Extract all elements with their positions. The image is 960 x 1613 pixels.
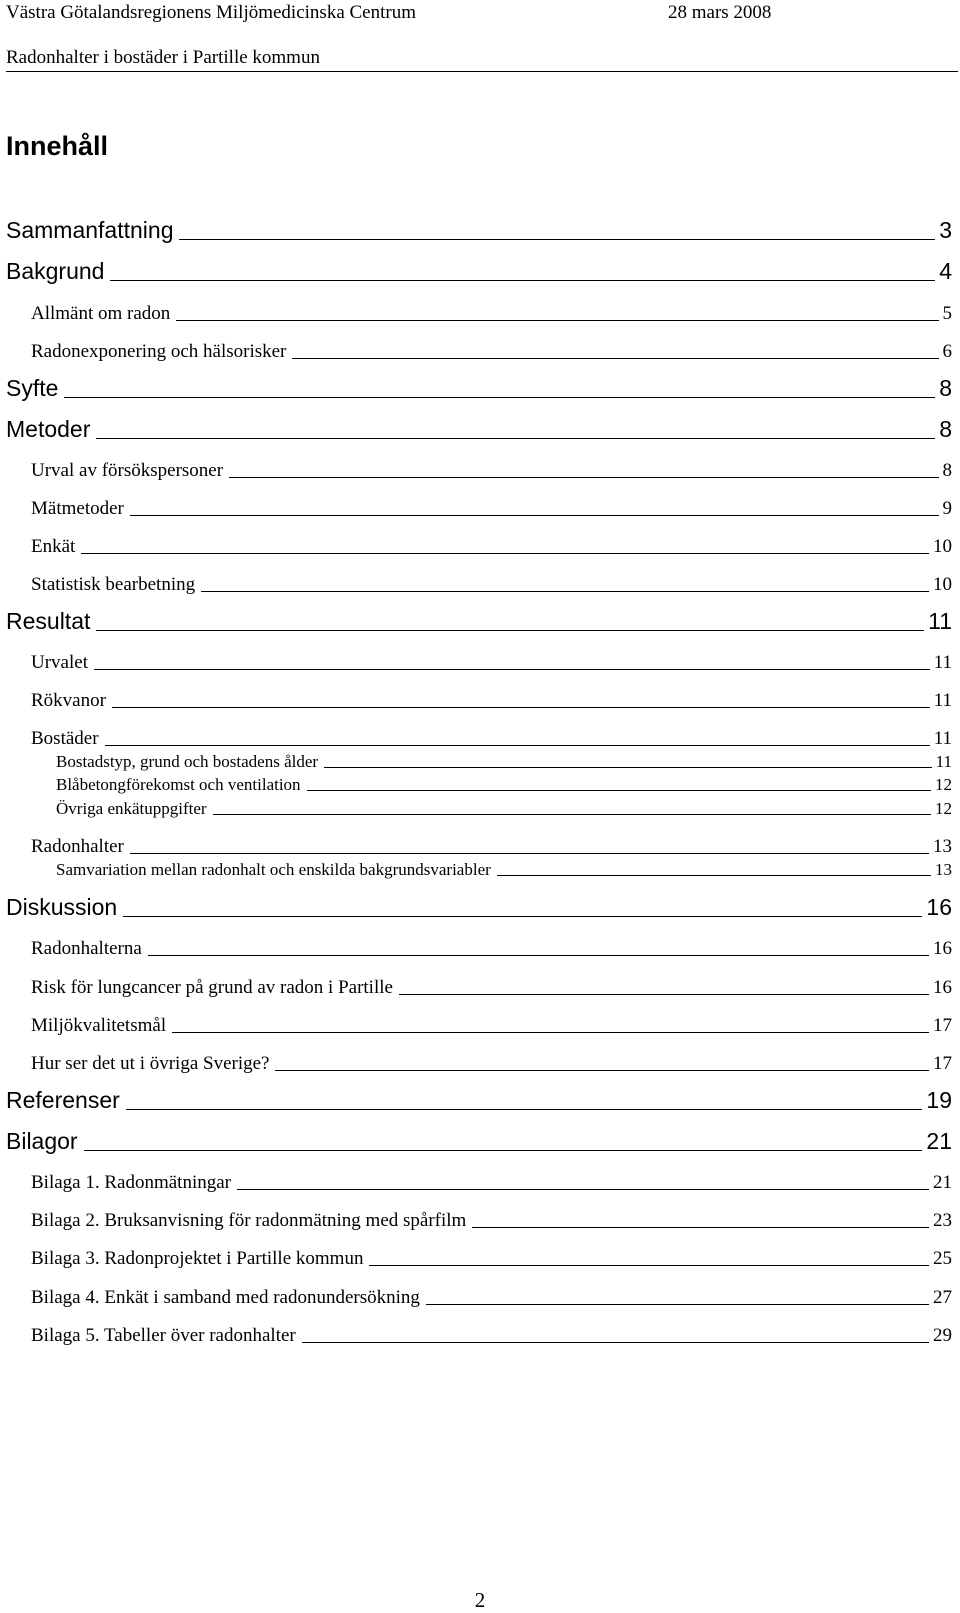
toc-entry-title: Urval av försökspersoner: [31, 460, 224, 481]
toc-entry-page: 8: [942, 460, 952, 481]
toc-leader-line: [497, 875, 931, 876]
toc-entry-title: Rökvanor: [31, 690, 106, 711]
toc-entry-level-3[interactable]: [56, 856, 952, 878]
toc-leader-line: [96, 438, 935, 439]
toc-entry-page: 17: [933, 1015, 952, 1036]
toc-entry-level-2[interactable]: [31, 454, 952, 480]
toc-entry-page: 11: [935, 752, 952, 771]
toc-leader-line: [307, 790, 931, 791]
toc-entry-page: 9: [942, 498, 952, 519]
toc-leader-line: [96, 630, 924, 631]
toc-entry-page: 17: [933, 1053, 952, 1074]
toc-entry-page: 5: [942, 303, 952, 324]
toc-entry-page: 13: [935, 860, 952, 879]
toc-entry-level-2[interactable]: [31, 1166, 952, 1192]
toc-entry-title: Radonexponering och hälsorisker: [31, 341, 287, 362]
toc-entry-page: 10: [933, 574, 952, 595]
toc-entry-level-2[interactable]: [31, 1242, 952, 1268]
toc-entry-level-2[interactable]: [31, 932, 952, 958]
toc-leader-line: [292, 358, 938, 359]
toc-entry-title: Bilaga 5. Tabeller över radonhalter: [31, 1325, 296, 1346]
toc-leader-line: [110, 280, 935, 281]
toc-leader-line: [229, 477, 938, 478]
toc-entry-page: 4: [939, 258, 952, 284]
toc-entry-title: Sammanfattning: [6, 217, 174, 243]
toc-entry-title: Bakgrund: [6, 258, 105, 284]
toc-entry-level-2[interactable]: [31, 722, 952, 748]
toc-leader-line: [426, 1304, 929, 1305]
toc-entry-level-1[interactable]: [6, 216, 952, 242]
toc-entry-title: Metoder: [6, 416, 91, 442]
header-date: 28 mars 2008: [668, 2, 772, 23]
toc-leader-line: [112, 707, 930, 708]
toc-leader-line: [324, 767, 932, 768]
header-report-title: Radonhalter i bostäder i Partille kommun: [6, 47, 958, 72]
header-organization: Västra Götalandsregionens Miljömedicinska Centrum: [6, 2, 416, 23]
toc-entry-page: 8: [939, 375, 952, 401]
toc-entry-level-2[interactable]: [31, 1047, 952, 1073]
toc-entry-title: Statistisk bearbetning: [31, 574, 196, 595]
toc-leader-line: [126, 1109, 923, 1110]
toc-entry-page: 16: [933, 977, 952, 998]
toc-entry-page: 25: [933, 1248, 952, 1269]
toc-entry-title: Urvalet: [31, 652, 88, 673]
toc-entry-page: 8: [939, 416, 952, 442]
toc-entry-level-2[interactable]: [31, 684, 952, 710]
toc-entry-page: 6: [942, 341, 952, 362]
toc-entry-page: 11: [933, 690, 952, 711]
toc-entry-title: Resultat: [6, 608, 91, 634]
toc-leader-line: [81, 553, 929, 554]
toc-entry-title: Bilagor: [6, 1128, 78, 1154]
toc-entry-page: 3: [939, 217, 952, 243]
toc-entry-title: Samvariation mellan radonhalt och enskilda bakgrundsvariabler: [56, 860, 491, 879]
toc-entry-level-3[interactable]: [56, 795, 952, 817]
toc-entry-level-2[interactable]: [31, 530, 952, 556]
toc-entry-level-3[interactable]: [56, 771, 952, 793]
toc-entry-level-1[interactable]: [6, 374, 952, 400]
toc-leader-line: [302, 1342, 929, 1343]
toc-entry-level-2[interactable]: [31, 971, 952, 997]
toc-leader-line: [84, 1150, 923, 1151]
toc-entry-level-2[interactable]: [31, 335, 952, 361]
toc-leader-line: [399, 994, 929, 995]
toc-entry-title: Övriga enkätuppgifter: [56, 799, 207, 818]
toc-entry-level-1[interactable]: [6, 415, 952, 441]
toc-entry-title: Enkät: [31, 536, 76, 557]
toc-title: Innehåll: [6, 131, 109, 161]
toc-entry-title: Syfte: [6, 375, 59, 401]
toc-entry-page: 12: [935, 775, 952, 794]
toc-entry-page: 11: [928, 608, 952, 634]
toc-leader-line: [123, 916, 922, 917]
toc-entry-page: 27: [933, 1287, 952, 1308]
toc-entry-level-2[interactable]: [31, 1204, 952, 1230]
page-number: 2: [474, 1588, 486, 1612]
toc-entry-level-3[interactable]: [56, 748, 952, 770]
toc-leader-line: [275, 1070, 929, 1071]
toc-entry-level-1[interactable]: [6, 893, 952, 919]
toc-entry-page: 10: [933, 536, 952, 557]
toc-entry-title: Bilaga 4. Enkät i samband med radonundersökning: [31, 1287, 420, 1308]
toc-entry-title: Bostäder: [31, 728, 99, 749]
toc-entry-level-2[interactable]: [31, 1319, 952, 1345]
toc-entry-title: Miljökvalitetsmål: [31, 1015, 167, 1036]
toc-leader-line: [176, 320, 938, 321]
toc-leader-line: [472, 1227, 929, 1228]
toc-leader-line: [105, 745, 930, 746]
toc-leader-line: [148, 955, 929, 956]
toc-entry-level-2[interactable]: [31, 297, 952, 323]
toc-entry-level-2[interactable]: [31, 1281, 952, 1307]
toc-entry-title: Mätmetoder: [31, 498, 124, 519]
toc-entry-page: 12: [935, 799, 952, 818]
toc-entry-page: 11: [933, 652, 952, 673]
toc-entry-title: Blåbetongförekomst och ventilation: [56, 775, 301, 794]
toc-leader-line: [130, 853, 929, 854]
toc-entry-title: Allmänt om radon: [31, 303, 171, 324]
toc-leader-line: [130, 515, 939, 516]
toc-entry-page: 13: [933, 836, 952, 857]
toc-entry-page: 19: [926, 1087, 952, 1113]
toc-entry-title: Bilaga 3. Radonprojektet i Partille kommun: [31, 1248, 364, 1269]
toc-entry-level-2[interactable]: [31, 646, 952, 672]
toc-entry-title: Bostadstyp, grund och bostadens ålder: [56, 752, 319, 771]
toc-entry-page: 29: [933, 1325, 952, 1346]
toc-entry-title: Hur ser det ut i övriga Sverige?: [31, 1053, 270, 1074]
toc-entry-page: 11: [933, 728, 952, 749]
toc-leader-line: [369, 1265, 929, 1266]
toc-entry-level-1[interactable]: [6, 1086, 952, 1112]
toc-entry-level-2[interactable]: [31, 830, 952, 856]
toc-leader-line: [94, 669, 930, 670]
toc-entry-title: Referenser: [6, 1087, 120, 1113]
toc-entry-level-1[interactable]: [6, 1127, 952, 1153]
header-top-line: [6, 2, 958, 26]
toc-entry-level-2[interactable]: [31, 568, 952, 594]
toc-entry-page: 21: [926, 1128, 952, 1154]
toc-entry-page: 23: [933, 1210, 952, 1231]
toc-entry-title: Diskussion: [6, 894, 118, 920]
toc-entry-page: 16: [933, 938, 952, 959]
toc-entry-title: Radonhalter: [31, 836, 124, 857]
toc-entry-level-1[interactable]: [6, 607, 952, 633]
toc-entry-level-2[interactable]: [31, 492, 952, 518]
toc-entry-title: Risk för lungcancer på grund av radon i Partille: [31, 977, 393, 998]
toc-entry-level-1[interactable]: [6, 257, 952, 283]
toc-entry-title: Radonhalterna: [31, 938, 142, 959]
toc-leader-line: [237, 1189, 929, 1190]
toc-entry-page: 16: [926, 894, 952, 920]
toc-entry-page: 21: [933, 1172, 952, 1193]
toc-leader-line: [179, 239, 935, 240]
toc-leader-line: [64, 397, 935, 398]
toc-leader-line: [201, 591, 929, 592]
toc-entry-level-2[interactable]: [31, 1009, 952, 1035]
toc-leader-line: [213, 814, 931, 815]
toc-entry-title: Bilaga 1. Radonmätningar: [31, 1172, 231, 1193]
toc-entry-title: Bilaga 2. Bruksanvisning för radonmätning med spårfilm: [31, 1210, 467, 1231]
toc-leader-line: [172, 1032, 929, 1033]
